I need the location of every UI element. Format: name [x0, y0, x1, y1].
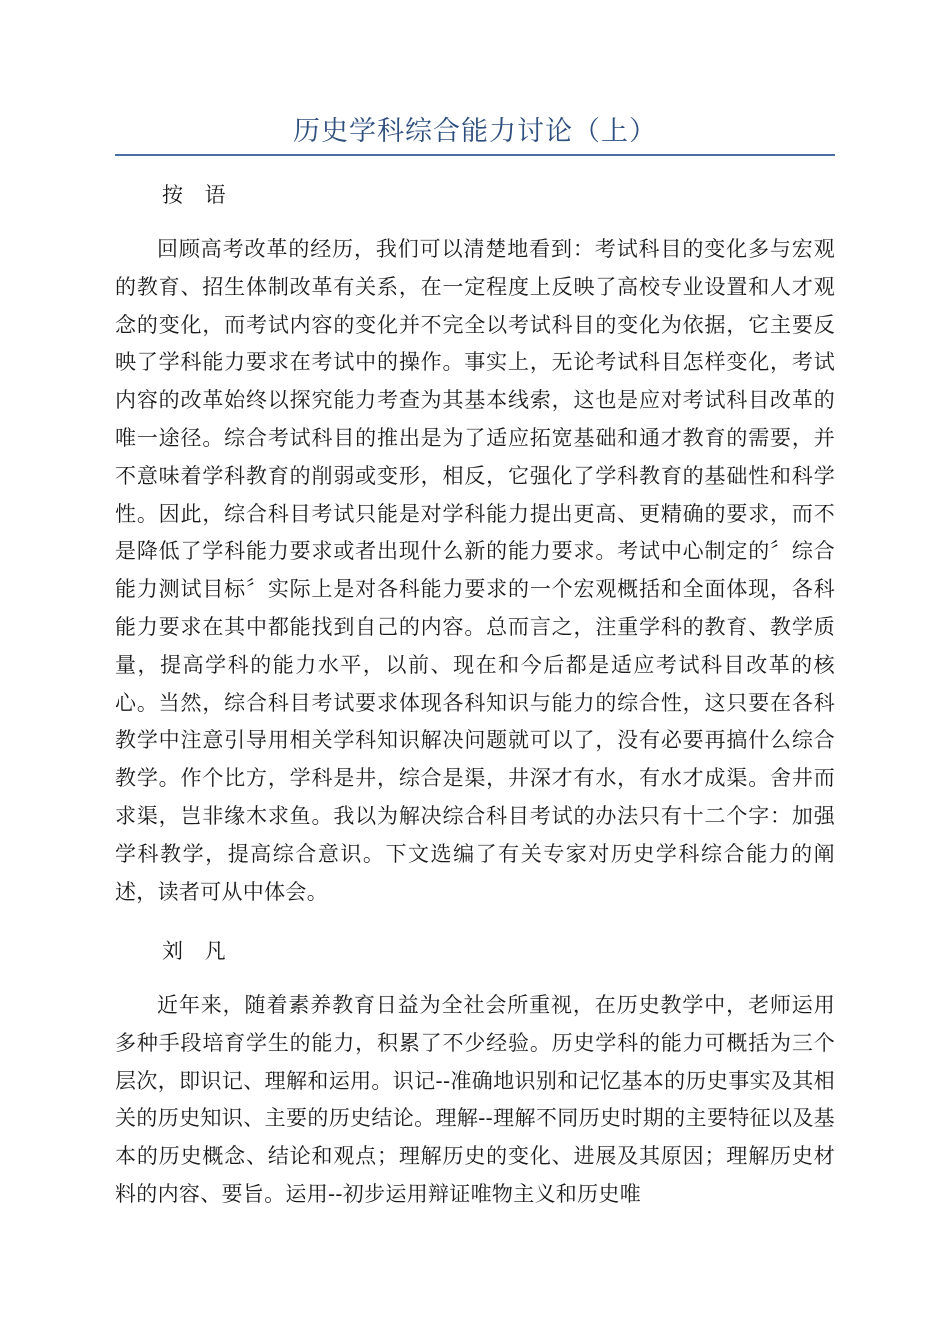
title-underline [115, 154, 835, 156]
editor-note-heading: 按 语 [162, 183, 226, 207]
document-title: 历史学科综合能力讨论（上） [293, 116, 657, 147]
editor-note-paragraph: 回顾高考改革的经历，我们可以清楚地看到：考试科目的变化多与宏观的教育、招生体制改革有关系，在一定程度上反映了高校专业设置和人才观念的变化，而考试内容的变化并不完全以考试科目的变化为依据，它主要反映了学科能力要求在考试中的操作。事实上，无论考试科目怎样变化，考试内容的改革始终以探究能力考查为其基本线索，这也是应对考试科目改革的唯一途径。综合考试科目的推出是为了适应拓宽基础和通才教育的需要，并不意味着学科教育的削弱或变形，相反，它强化了学科教育的基础性和科学性。因此，综合科目考试只能是对学科能力提出更高、更精确的要求，而不是降低了学科能力要求或者出现什么新的能力要求。考试中心制定的〞综合能力测试目标〞实际上是对各科能力要求的一个宏观概括和全面体现，各科能力要求在其中都能找到自己的内容。总而言之，注重学科的教育、教学质量，提高学科的能力水平，以前、现在和今后都是适应考试科目改革的核心。当然，综合科目考试要求体现各科知识与能力的综合性，这只要在各科教学中注意引导用相关学科知识解决问题就可以了，没有必要再搞什么综合教学。作个比方，学科是井，综合是渠，井深才有水，有水才成渠。舍井而求渠，岂非缘木求鱼。我以为解决综合科目考试的办法只有十二个字：加强学科教学，提高综合意识。下文选编了有关专家对历史学科综合能力的阐述，读者可从中体会。 [115, 237, 835, 904]
author-heading: 刘 凡 [162, 939, 226, 963]
author-paragraph: 近年来，随着素养教育日益为全社会所重视，在历史教学中，老师运用多种手段培育学生的能力，积累了不少经验。历史学科的能力可概括为三个层次，即识记、理解和运用。识记--准确地识别和记忆基本的历史事实及其相关的历史知识、主要的历史结论。理解--理解不同历史时期的主要特征以及基本的历史概念、结论和观点；理解历史的变化、进展及其原因；理解历史材料的内容、要旨。运用--初步运用辩证唯物主义和历史唯 [115, 993, 835, 1206]
